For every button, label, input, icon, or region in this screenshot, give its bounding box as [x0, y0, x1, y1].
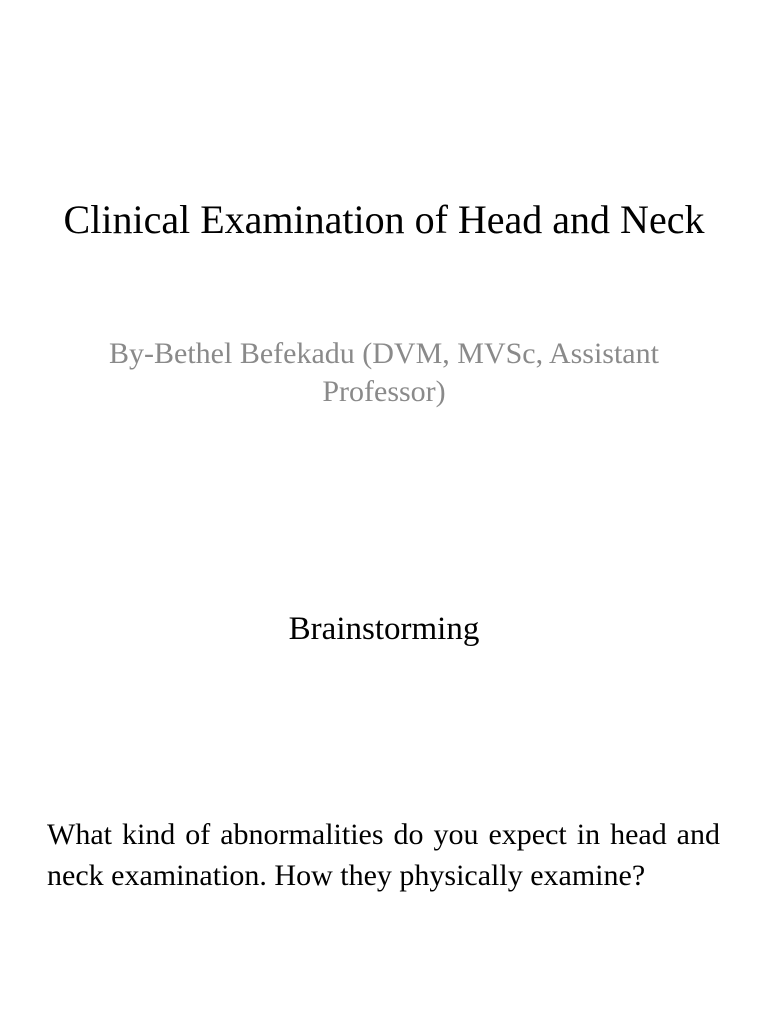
- section-heading: Brainstorming: [288, 611, 480, 647]
- author-subtitle: By-Bethel Befekadu (DVM, MVSc, Assistant Professor): [109, 337, 659, 408]
- discussion-question: What kind of abnormalities do you expect in head and neck examination. How they physically examine?: [47, 818, 720, 892]
- slide-title: Clinical Examination of Head and Neck: [63, 197, 705, 242]
